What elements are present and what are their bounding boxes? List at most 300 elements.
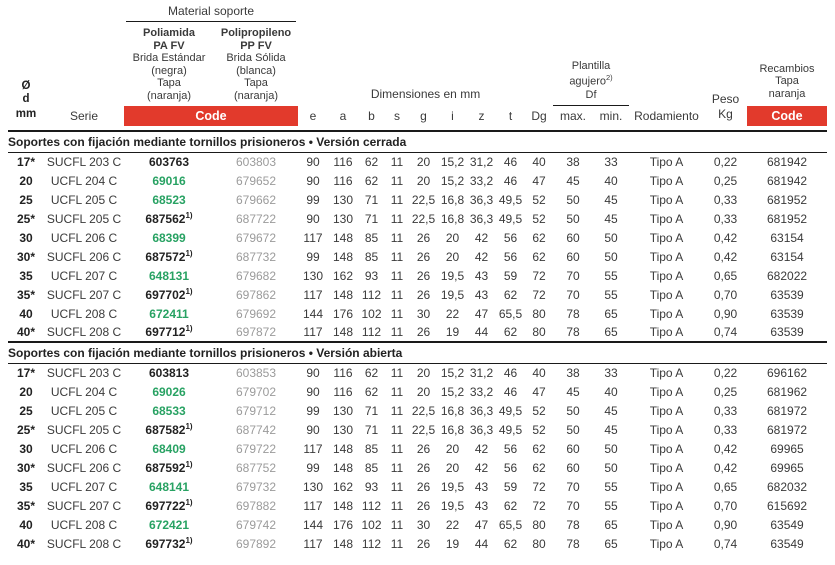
col-e: e	[309, 109, 317, 123]
cell-dim-z: 33,2	[469, 173, 494, 188]
cell-serie: SUCFL 205 C	[46, 211, 122, 226]
cell-dim-a: 130	[332, 211, 354, 226]
cell-code-poliamida: 69016	[152, 173, 186, 188]
diameter-symbol: Ø	[21, 80, 31, 92]
cell-dim-a: 162	[332, 268, 354, 283]
cell-dim-g: 30	[416, 517, 431, 532]
section-header-row	[8, 131, 827, 152]
cell-dim-e: 117	[303, 536, 323, 551]
cell-dim-s: 11	[390, 211, 404, 226]
cell-dim-dg: 80	[532, 517, 546, 532]
table-row	[8, 190, 827, 209]
cell-serie: SUCFL 208 C	[46, 536, 122, 551]
col-df-min: min.	[599, 109, 623, 123]
cell-dim-i: 16,8	[440, 403, 465, 418]
cell-dim-a: 148	[332, 498, 354, 513]
cell-dim-s: 11	[390, 154, 404, 169]
cell-peso: 0,42	[713, 249, 738, 264]
cell-diameter: 35	[19, 268, 33, 283]
cell-code-recambio: 63539	[770, 325, 804, 339]
cell-dim-e: 99	[306, 192, 320, 207]
cell-dim-dg: 72	[532, 268, 546, 283]
cell-dim-e: 117	[303, 498, 323, 513]
cell-diameter: 25	[19, 192, 33, 207]
cell-diameter: 35*	[16, 498, 36, 513]
cell-dim-s: 11	[390, 403, 404, 418]
cell-dim-s: 11	[390, 536, 404, 551]
cell-df-max: 70	[566, 479, 580, 494]
cell-peso: 0,25	[713, 384, 738, 399]
material-columns	[124, 27, 298, 102]
diameter-d: d	[22, 93, 30, 105]
cell-dim-s: 11	[390, 287, 404, 302]
cell-dim-i: 19	[445, 325, 460, 339]
cell-peso: 0,33	[713, 192, 738, 207]
cell-dim-s: 11	[390, 192, 404, 207]
cell-dim-b: 85	[364, 249, 379, 264]
cell-code-polipropileno: 679652	[235, 173, 277, 188]
table-row	[8, 304, 827, 323]
col-b: b	[368, 109, 375, 123]
cell-rodamiento: Tipo A	[649, 192, 684, 207]
col-a: a	[339, 109, 347, 123]
cell-dim-g: 22,5	[411, 211, 436, 226]
cell-dim-b: 62	[364, 154, 379, 169]
cell-dim-a: 148	[332, 536, 354, 551]
cell-dim-t: 62	[503, 325, 518, 339]
column-header-serie: Serie	[69, 109, 98, 123]
df-minmax-row	[553, 106, 629, 126]
cell-code-poliamida: 68533	[152, 403, 186, 418]
cell-dim-g: 26	[416, 230, 431, 245]
cell-dim-a: 116	[333, 384, 353, 399]
cell-df-min: 33	[604, 365, 618, 380]
cell-dim-s: 11	[390, 365, 404, 380]
cell-dim-e: 117	[303, 441, 323, 456]
cell-dim-e: 90	[306, 211, 320, 226]
cell-dim-g: 20	[416, 154, 431, 169]
footnote-1-marker: 1)	[185, 421, 193, 431]
cell-code-polipropileno: 679712	[235, 403, 277, 418]
cell-code-recambio: 682032	[767, 479, 808, 494]
cell-dim-z: 42	[474, 441, 489, 456]
table-row	[8, 323, 827, 342]
col-i: i	[451, 109, 454, 123]
cell-code-polipropileno: 679742	[235, 517, 277, 532]
cell-code-poliamida: 697712$^{1)}$	[145, 324, 193, 339]
cell-serie: UCFL 208 C	[50, 517, 118, 532]
table-row	[8, 458, 827, 477]
cell-code-poliamida: 697732$^{1)}$	[145, 535, 193, 551]
cell-dim-t: 49,5	[498, 422, 523, 437]
cell-diameter: 30	[19, 230, 33, 245]
cell-dim-dg: 40	[532, 365, 546, 380]
dimensions-header-group	[298, 87, 553, 126]
cell-dim-a: 148	[332, 287, 354, 302]
cell-dim-a: 130	[332, 192, 354, 207]
cell-dim-i: 19,5	[440, 287, 465, 302]
cell-dim-t: 62	[503, 536, 518, 551]
table-row	[8, 209, 827, 228]
cell-code-recambio: 681962	[767, 384, 808, 399]
section-title: Soportes con fijación mediante tornillos prisioneros • Versión abierta	[8, 342, 827, 363]
cell-dim-b: 62	[364, 365, 379, 380]
cell-serie: UCFL 205 C	[50, 403, 118, 418]
cell-df-max: 60	[566, 230, 580, 245]
cell-rodamiento: Tipo A	[649, 211, 684, 226]
cell-dim-i: 19,5	[440, 268, 465, 283]
cell-peso: 0,65	[713, 479, 738, 494]
recambios-header-group	[747, 63, 827, 127]
cell-code-polipropileno: 679682	[235, 268, 277, 283]
cell-peso: 0,74	[713, 536, 738, 551]
code-banner-recambios: Code	[747, 106, 827, 126]
cell-rodamiento: Tipo A	[649, 422, 684, 437]
cell-dim-i: 20	[445, 441, 460, 456]
cell-df-min: 45	[604, 211, 618, 226]
cell-peso: 0,25	[713, 173, 738, 188]
cell-dim-z: 43	[474, 479, 489, 494]
col-s: s	[394, 109, 400, 123]
cell-dim-s: 11	[390, 479, 404, 494]
cell-dim-b: 112	[361, 325, 382, 339]
cell-df-max: 70	[566, 268, 580, 283]
cell-dim-e: 117	[303, 287, 323, 302]
table-row	[8, 382, 827, 401]
cell-serie: SUCFL 208 C	[46, 325, 122, 339]
cell-dim-i: 22	[445, 306, 460, 321]
cell-code-recambio: 696162	[767, 365, 808, 380]
dimension-letter-row	[298, 106, 553, 126]
cell-dim-a: 148	[332, 325, 354, 339]
plantilla-title: Plantilla agujero$^{2)}$ Df	[553, 60, 629, 106]
table-row	[8, 439, 827, 458]
cell-dim-g: 26	[416, 536, 431, 551]
cell-dim-a: 116	[333, 173, 353, 188]
cell-dim-a: 176	[332, 517, 354, 532]
cell-rodamiento: Tipo A	[649, 230, 684, 245]
cell-code-poliamida: 69026	[152, 384, 186, 399]
cell-code-polipropileno: 679662	[235, 192, 277, 207]
cell-code-polipropileno: 679722	[235, 441, 277, 456]
cell-dim-e: 90	[306, 365, 320, 380]
table-row	[8, 285, 827, 304]
dimensiones-title: Dimensiones en mm	[370, 87, 481, 101]
cell-dim-e: 99	[306, 249, 320, 264]
cell-df-max: 70	[566, 287, 580, 302]
cell-peso: 0,90	[713, 517, 738, 532]
column-header-peso: Peso Kg	[711, 92, 740, 121]
cell-code-poliamida: 648141	[148, 479, 190, 494]
cell-serie: UCFL 207 C	[50, 268, 118, 283]
cell-df-min: 50	[604, 230, 618, 245]
cell-dim-e: 130	[302, 268, 324, 283]
cell-code-recambio: 615692	[767, 498, 808, 513]
cell-dim-g: 26	[416, 441, 431, 456]
cell-dim-a: 176	[332, 306, 354, 321]
cell-dim-z: 43	[474, 268, 489, 283]
cell-dim-z: 42	[474, 460, 489, 475]
cell-serie: SUCFL 203 C	[46, 154, 122, 169]
cell-dim-s: 11	[390, 230, 404, 245]
cell-dim-e: 117	[303, 230, 323, 245]
cell-dim-dg: 72	[532, 498, 546, 513]
cell-dim-s: 11	[390, 173, 404, 188]
cell-rodamiento: Tipo A	[649, 249, 684, 264]
cell-peso: 0,33	[713, 422, 738, 437]
cell-dim-t: 49,5	[498, 192, 523, 207]
table-row	[8, 247, 827, 266]
cell-dim-dg: 62	[532, 441, 546, 456]
cell-serie: UCFL 204 C	[50, 173, 118, 188]
cell-df-min: 55	[604, 268, 618, 283]
cell-rodamiento: Tipo A	[649, 441, 684, 456]
cell-diameter: 20	[19, 384, 33, 399]
col-dg: Dg	[531, 109, 547, 123]
table-row	[8, 534, 827, 553]
column-header-diameter	[8, 80, 44, 126]
cell-dim-g: 26	[416, 325, 431, 339]
footnote-2-marker: 2)	[606, 73, 613, 83]
cell-dim-z: 42	[474, 230, 489, 245]
cell-dim-g: 26	[416, 460, 431, 475]
cell-dim-dg: 62	[532, 249, 546, 264]
cell-dim-b: 85	[364, 230, 379, 245]
cell-df-max: 60	[566, 249, 580, 264]
cell-df-max: 78	[566, 325, 580, 339]
cell-dim-i: 15,2	[440, 384, 465, 399]
cell-dim-t: 59	[503, 268, 518, 283]
cell-dim-dg: 80	[532, 536, 546, 551]
cell-peso: 0,42	[713, 460, 738, 475]
cell-dim-g: 20	[416, 384, 431, 399]
cell-peso: 0,70	[713, 287, 738, 302]
cell-dim-b: 71	[364, 403, 379, 418]
cell-dim-dg: 40	[532, 154, 546, 169]
cell-code-poliamida: 603813	[148, 365, 190, 380]
cell-dim-dg: 52	[532, 422, 546, 437]
cell-code-recambio: 63539	[770, 306, 804, 321]
cell-df-min: 40	[604, 173, 618, 188]
cell-dim-s: 11	[390, 249, 404, 264]
cell-dim-s: 11	[390, 268, 404, 283]
cell-dim-b: 71	[364, 422, 379, 437]
cell-code-poliamida: 687592$^{1)}$	[145, 459, 193, 475]
cell-diameter: 40*	[16, 536, 36, 551]
cell-dim-e: 90	[306, 384, 320, 399]
material-poliamida: Poliamida PA FV Brida Estándar (negra) Tapa (naranja)	[132, 27, 206, 102]
cell-code-polipropileno: 679732	[235, 479, 277, 494]
cell-rodamiento: Tipo A	[649, 403, 684, 418]
cell-peso: 0,22	[713, 365, 738, 380]
cell-dim-z: 47	[474, 306, 489, 321]
cell-code-recambio: 69965	[770, 460, 804, 475]
cell-dim-i: 16,8	[440, 211, 465, 226]
cell-dim-i: 20	[445, 460, 460, 475]
cell-df-min: 65	[604, 536, 618, 551]
cell-dim-s: 11	[390, 325, 404, 339]
cell-df-min: 55	[604, 498, 618, 513]
cell-code-poliamida: 672411	[149, 306, 189, 321]
column-header-rodamiento: Rodamiento	[634, 109, 699, 123]
cell-peso: 0,33	[713, 403, 738, 418]
cell-dim-z: 33,2	[469, 384, 494, 399]
cell-serie: UCFL 208 C	[50, 306, 118, 321]
recambios-title: Recambios Tapa naranja	[759, 62, 815, 100]
cell-dim-z: 36,3	[469, 211, 494, 226]
cell-df-min: 50	[604, 460, 618, 475]
cell-dim-b: 62	[364, 384, 379, 399]
cell-code-poliamida: 687582$^{1)}$	[145, 421, 193, 437]
cell-dim-t: 59	[503, 479, 518, 494]
cell-dim-t: 65,5	[498, 517, 523, 532]
cell-dim-s: 11	[390, 384, 404, 399]
cell-dim-e: 99	[306, 460, 320, 475]
cell-dim-a: 148	[332, 249, 354, 264]
cell-df-min: 45	[604, 192, 618, 207]
cell-rodamiento: Tipo A	[649, 287, 684, 302]
cell-dim-b: 112	[361, 498, 382, 513]
cell-dim-b: 71	[364, 211, 379, 226]
cell-rodamiento: Tipo A	[649, 517, 684, 532]
cell-code-polipropileno: 687732	[235, 249, 277, 264]
cell-diameter: 20	[19, 173, 33, 188]
material-polipropileno: Polipropileno PP FV Brida Sólida (blanca) Tapa (naranja)	[220, 27, 292, 102]
cell-df-min: 33	[604, 154, 618, 169]
cell-code-polipropileno: 697892	[235, 536, 277, 551]
cell-dim-g: 26	[416, 498, 431, 513]
cell-dim-i: 19	[445, 536, 460, 551]
cell-code-polipropileno: 697882	[235, 498, 277, 513]
cell-dim-g: 26	[416, 287, 431, 302]
cell-code-poliamida: 687572$^{1)}$	[145, 248, 193, 264]
cell-code-poliamida: 697722$^{1)}$	[145, 497, 193, 513]
cell-diameter: 40	[19, 517, 33, 532]
cell-diameter: 40	[19, 306, 33, 321]
cell-dim-e: 99	[306, 403, 320, 418]
cell-dim-a: 148	[332, 460, 354, 475]
cell-dim-b: 102	[361, 517, 382, 532]
cell-serie: UCFL 207 C	[50, 479, 118, 494]
cell-serie: UCFL 205 C	[50, 192, 118, 207]
cell-df-min: 50	[604, 441, 618, 456]
cell-serie: SUCFL 207 C	[46, 287, 122, 302]
cell-df-max: 60	[566, 441, 580, 456]
cell-diameter: 25*	[16, 211, 36, 226]
footnote-1-marker: 1)	[185, 459, 193, 469]
cell-diameter: 17*	[16, 365, 36, 380]
cell-dim-a: 148	[332, 230, 354, 245]
cell-rodamiento: Tipo A	[649, 365, 684, 380]
cell-dim-z: 43	[474, 287, 489, 302]
cell-dim-e: 90	[306, 173, 320, 188]
cell-serie: SUCFL 206 C	[46, 249, 122, 264]
cell-df-min: 45	[604, 422, 618, 437]
cell-dim-t: 46	[503, 154, 518, 169]
cell-peso: 0,42	[713, 230, 738, 245]
cell-df-max: 50	[566, 211, 580, 226]
cell-code-recambio: 69965	[770, 441, 804, 456]
cell-dim-z: 36,3	[469, 422, 494, 437]
cell-serie: SUCFL 205 C	[46, 422, 122, 437]
cell-dim-b: 62	[364, 173, 379, 188]
diameter-unit: mm	[15, 108, 37, 120]
cell-diameter: 17*	[16, 154, 36, 169]
cell-diameter: 35	[19, 479, 33, 494]
cell-df-max: 45	[566, 384, 580, 399]
cell-dim-t: 49,5	[498, 211, 523, 226]
cell-dim-t: 49,5	[498, 403, 523, 418]
cell-dim-g: 20	[416, 365, 431, 380]
cell-df-min: 55	[604, 479, 618, 494]
cell-dim-dg: 52	[532, 211, 546, 226]
cell-dim-i: 22	[445, 517, 460, 532]
cell-dim-z: 44	[474, 536, 489, 551]
cell-peso: 0,70	[713, 498, 738, 513]
table-row	[8, 477, 827, 496]
cell-dim-i: 16,8	[440, 192, 465, 207]
cell-dim-a: 148	[332, 441, 354, 456]
cell-dim-g: 26	[416, 479, 431, 494]
table-row	[8, 496, 827, 515]
material-header-group	[124, 4, 298, 126]
footnote-1-marker: 1)	[185, 286, 193, 296]
table-row	[8, 228, 827, 247]
cell-serie: UCFL 206 C	[50, 230, 118, 245]
table-header	[8, 0, 827, 126]
cell-df-min: 55	[604, 287, 618, 302]
cell-df-max: 38	[566, 154, 580, 169]
table-row	[8, 171, 827, 190]
cell-rodamiento: Tipo A	[649, 384, 684, 399]
cell-dim-e: 90	[306, 422, 320, 437]
cell-code-poliamida: 68399	[152, 230, 186, 245]
cell-dim-z: 43	[474, 498, 489, 513]
cell-code-polipropileno: 603803	[235, 154, 277, 169]
cell-code-polipropileno: 679702	[235, 384, 277, 399]
cell-code-polipropileno: 687752	[235, 460, 277, 475]
cell-code-poliamida: 68409	[152, 441, 186, 456]
cell-dim-e: 144	[302, 517, 324, 532]
cell-peso: 0,33	[713, 211, 738, 226]
cell-code-poliamida: 687562$^{1)}$	[145, 210, 193, 226]
cell-dim-dg: 62	[532, 460, 546, 475]
cell-dim-i: 20	[445, 230, 460, 245]
cell-serie: SUCFL 206 C	[46, 460, 122, 475]
cell-df-min: 65	[604, 306, 618, 321]
col-t: t	[508, 109, 513, 123]
cell-code-recambio: 682022	[767, 268, 808, 283]
cell-dim-b: 71	[364, 192, 379, 207]
table-row	[8, 420, 827, 439]
cell-rodamiento: Tipo A	[649, 325, 684, 339]
cell-code-poliamida: 68523	[152, 192, 186, 207]
footnote-1-marker: 1)	[185, 210, 193, 220]
cell-diameter: 25	[19, 403, 33, 418]
cell-code-poliamida: 648131	[148, 268, 190, 283]
cell-code-polipropileno: 603853	[235, 365, 277, 380]
cell-dim-dg: 72	[532, 287, 546, 302]
cell-df-max: 60	[566, 460, 580, 475]
cell-diameter: 35*	[16, 287, 36, 302]
cell-dim-t: 46	[503, 365, 518, 380]
cell-dim-t: 56	[503, 460, 518, 475]
cell-dim-t: 56	[503, 441, 518, 456]
cell-peso: 0,22	[713, 154, 738, 169]
cell-rodamiento: Tipo A	[649, 268, 684, 283]
cell-code-polipropileno: 679692	[235, 306, 277, 321]
cell-dim-e: 90	[306, 154, 320, 169]
